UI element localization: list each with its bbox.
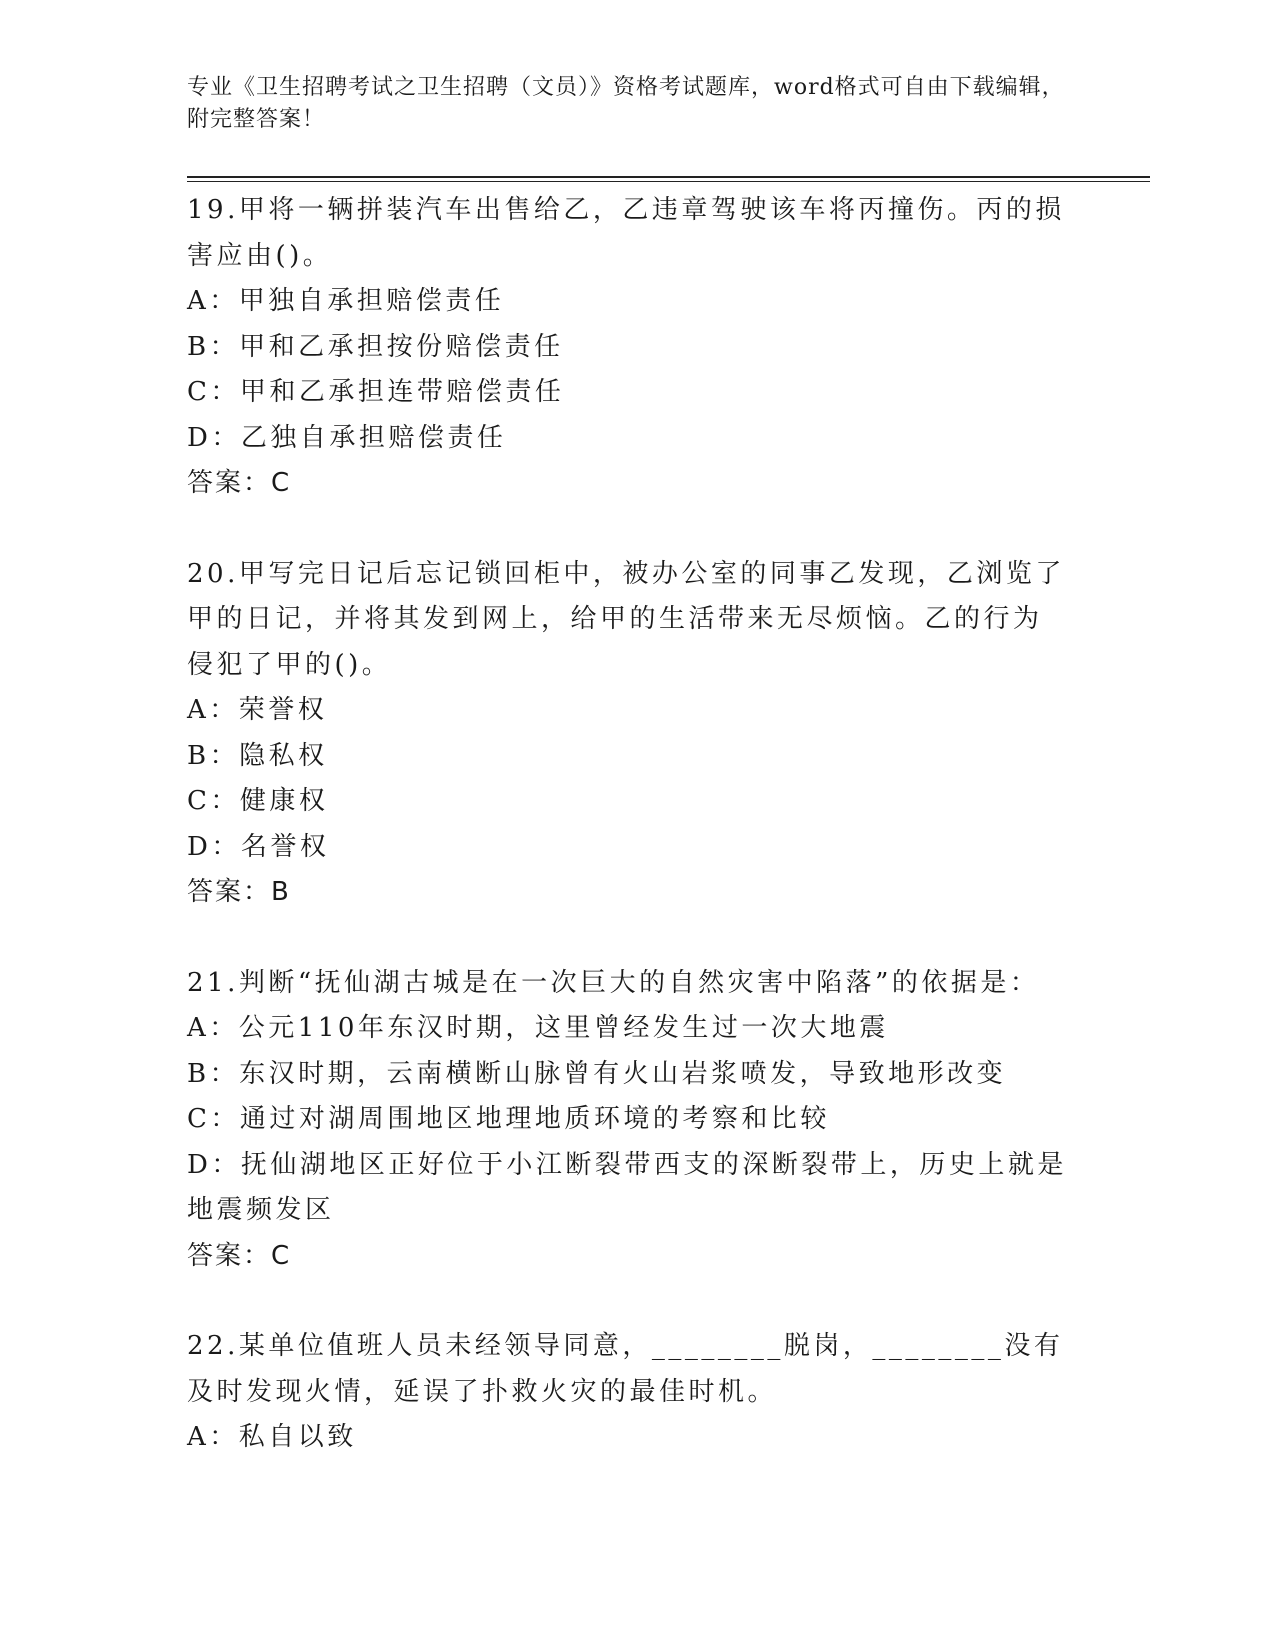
document-header: 专业《卫生招聘考试之卫生招聘（文员）》资格考试题库，word格式可自由下载编辑，附完整答案！ (187, 75, 1065, 132)
option-a: A：荣誉权 (187, 695, 328, 725)
question-list (187, 188, 1067, 1506)
option-d: D：名誉权 (187, 831, 330, 862)
option-b: B：隐私权 (187, 740, 328, 771)
question-19 (187, 188, 1067, 507)
option-a: A：公元110年东汉时期，这里曾经发生过一次大地震 (187, 1013, 889, 1043)
question-stem: 20.甲写完日记后忘记锁回柜中，被办公室的同事乙发现，乙浏览了甲的日记，并将其发到网上，给甲的生活带来无尽烦恼。乙的行为侵犯了甲的()。 (187, 558, 1065, 680)
question-21 (187, 961, 1067, 1280)
question-stem: 19.甲将一辆拼装汽车出售给乙，乙违章驾驶该车将丙撞伤。丙的损害应由()。 (187, 195, 1065, 271)
question-20 (187, 552, 1067, 916)
option-a: A：私自以致 (187, 1422, 357, 1452)
option-b: B：东汉时期，云南横断山脉曾有火山岩浆喷发，导致地形改变 (187, 1058, 1007, 1089)
option-c: C：通过对湖周围地区地理地质环境的考察和比较 (187, 1104, 830, 1134)
option-c: C：健康权 (187, 786, 329, 816)
answer-line: 答案：C (187, 468, 292, 498)
question-22 (187, 1324, 1067, 1461)
option-d: D：乙独自承担赔偿责任 (187, 422, 507, 453)
option-a: A：甲独自承担赔偿责任 (187, 286, 505, 316)
option-c: C：甲和乙承担连带赔偿责任 (187, 377, 565, 407)
option-d: D：抚仙湖地区正好位于小江断裂带西支的深断裂带上，历史上就是地震频发区 (187, 1149, 1067, 1225)
option-b: B：甲和乙承担按份赔偿责任 (187, 331, 564, 362)
answer-line: 答案：B (187, 877, 291, 907)
question-stem: 22.某单位值班人员未经领导同意，________脱岗，________没有及时发现火情，延误了扑救火灾的最佳时机。 (187, 1331, 1064, 1407)
answer-line: 答案：C (187, 1240, 292, 1271)
question-stem: 21.判断“抚仙湖古城是在一次巨大的自然灾害中陷落”的依据是： (187, 967, 1040, 998)
header-divider-thick (187, 176, 1150, 178)
header-divider-thin (187, 181, 1150, 182)
